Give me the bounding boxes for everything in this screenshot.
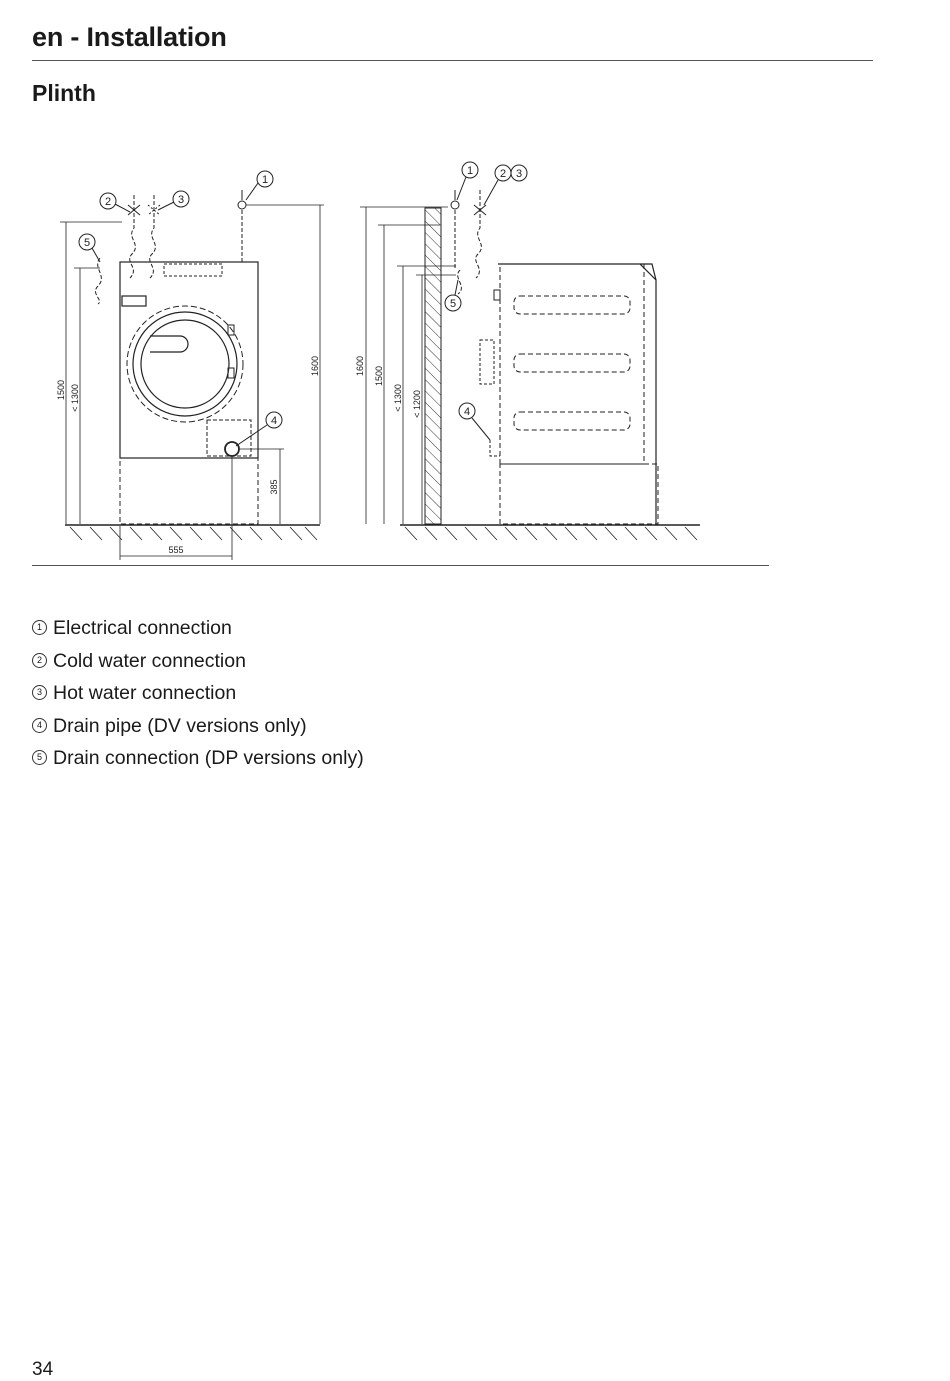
legend-item <box>32 747 364 780</box>
svg-text:3: 3 <box>515 168 523 180</box>
side-dim-1500: 1500 <box>374 365 384 387</box>
svg-text:4: 4 <box>270 415 278 427</box>
legend-number-badge: 5 <box>32 750 47 765</box>
svg-text:2: 2 <box>499 168 507 180</box>
installation-diagram <box>0 150 800 570</box>
legend-item <box>32 682 364 715</box>
section-title: Plinth <box>32 80 96 106</box>
page-number: 34 <box>32 1359 54 1380</box>
legend-number-badge: 1 <box>32 620 47 635</box>
header-divider <box>32 60 873 61</box>
svg-text:5: 5 <box>449 298 457 310</box>
side-view <box>355 162 700 540</box>
legend-label: Hot water connection <box>53 682 237 704</box>
svg-text:3: 3 <box>177 194 185 206</box>
front-dim-555: 555 <box>168 545 184 555</box>
side-dim-1300: < 1300 <box>393 384 403 412</box>
page-header-title: en - Installation <box>32 22 227 52</box>
legend-label: Drain pipe (DV versions only) <box>53 714 307 737</box>
side-dim-1600: 1600 <box>355 355 365 377</box>
legend-item <box>32 617 364 650</box>
legend-label: Electrical connection <box>53 617 232 639</box>
front-dim-1600: 1600 <box>310 355 320 377</box>
legend-number-badge: 2 <box>32 653 47 668</box>
side-dim-1200: < 1200 <box>412 390 422 418</box>
svg-text:4: 4 <box>463 406 471 418</box>
svg-text:2: 2 <box>104 196 112 208</box>
front-view <box>56 171 324 560</box>
svg-text:5: 5 <box>83 237 91 249</box>
legend-list <box>32 617 364 780</box>
front-dim-1500: 1500 <box>56 379 66 401</box>
legend-item <box>32 715 364 748</box>
front-dim-385: 385 <box>269 479 279 495</box>
legend-number-badge: 4 <box>32 718 47 733</box>
svg-text:1: 1 <box>261 174 269 186</box>
legend-item <box>32 650 364 683</box>
figure-divider <box>32 565 769 566</box>
legend-label: Drain connection (DP versions only) <box>53 747 364 769</box>
front-dim-1300: < 1300 <box>70 384 80 412</box>
legend-number-badge: 3 <box>32 685 47 700</box>
legend-label: Cold water connection <box>53 649 246 672</box>
svg-text:1: 1 <box>466 165 474 177</box>
